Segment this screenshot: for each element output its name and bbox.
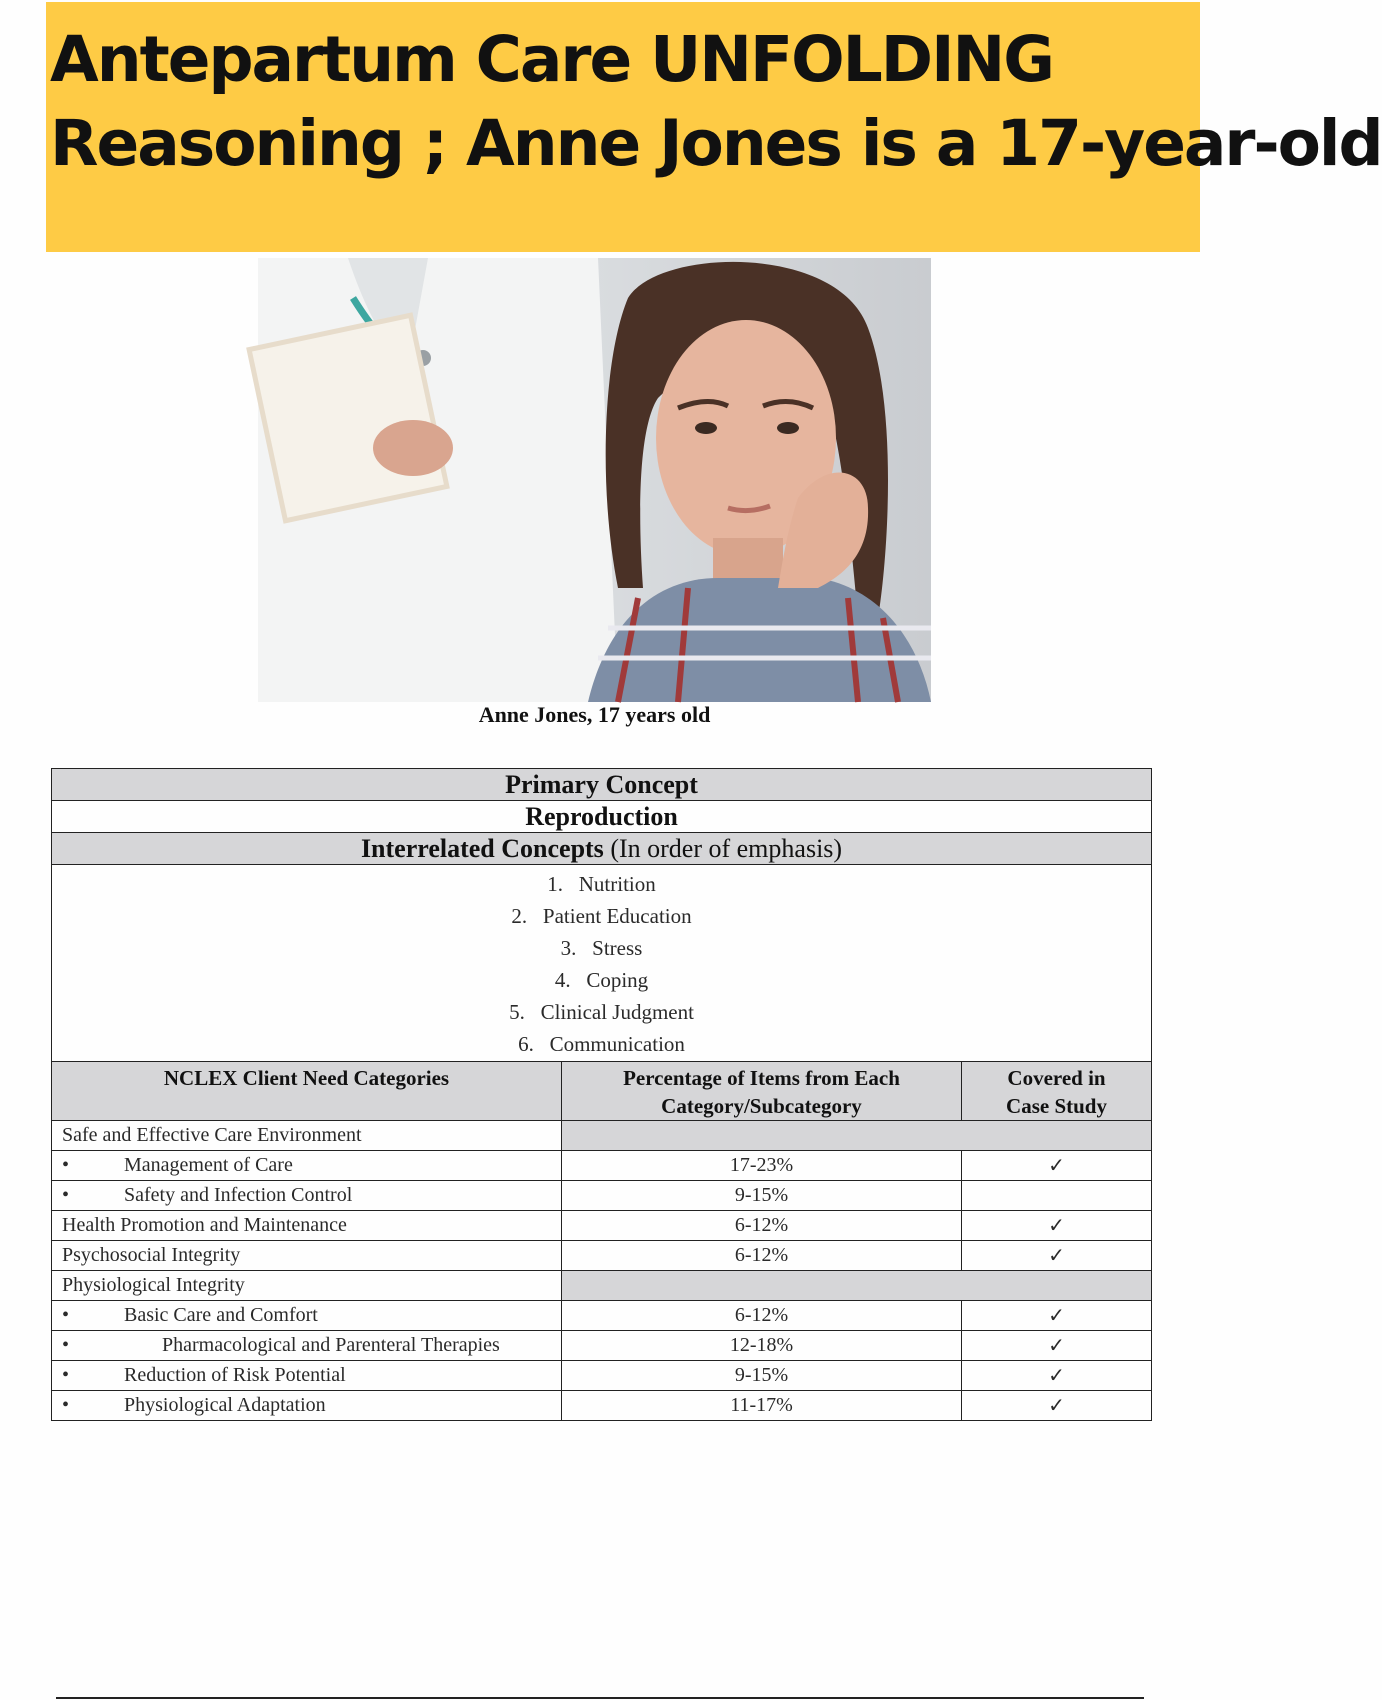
row-percentage: 6-12% <box>562 1241 962 1271</box>
row-percentage: 9-15% <box>562 1361 962 1391</box>
row-category: Physiological Integrity <box>52 1271 562 1301</box>
row-percentage: 9-15% <box>562 1181 962 1211</box>
row-category: Safe and Effective Care Environment <box>52 1121 562 1151</box>
row-category: Psychosocial Integrity <box>52 1241 562 1271</box>
row-label: Basic Care and Comfort <box>124 1304 318 1326</box>
title-line-2: Reasoning ; Anne Jones is a 17-year-old <box>50 107 1382 180</box>
table-row <box>52 1301 1152 1331</box>
footer-rule <box>56 1697 1144 1699</box>
list-item: 2. Patient Education <box>511 904 692 928</box>
title-banner <box>46 2 1382 252</box>
checkmark-icon: ✓ <box>962 1331 1152 1361</box>
list-item: 5. Clinical Judgment <box>509 1000 694 1024</box>
row-category <box>52 1301 562 1331</box>
row-label: Pharmacological and Parenteral Therapies <box>162 1334 500 1356</box>
table-row <box>52 1391 1152 1421</box>
checkmark-icon: ✓ <box>962 1151 1152 1181</box>
interrelated-note: (In order of emphasis) <box>610 833 843 863</box>
checkmark-icon: ✓ <box>962 1391 1152 1421</box>
page-title <box>50 18 1382 186</box>
primary-concept-header: Primary Concept <box>52 769 1152 801</box>
interrelated-concepts-header <box>52 833 1152 865</box>
photo-caption: Anne Jones, 17 years old <box>478 702 711 727</box>
col-header-covered-line2: Case Study <box>1006 1094 1107 1118</box>
table-row <box>52 1181 1152 1211</box>
checkmark-icon: ✓ <box>962 1211 1152 1241</box>
row-percentage: 11-17% <box>562 1391 962 1421</box>
checkmark-icon: ✓ <box>962 1361 1152 1391</box>
row-percentage: 12-18% <box>562 1331 962 1361</box>
list-item: 3. Stress <box>560 936 643 960</box>
row-category: Health Promotion and Maintenance <box>52 1211 562 1241</box>
checkmark-icon: ✓ <box>962 1301 1152 1331</box>
table-row <box>52 1331 1152 1361</box>
table-row <box>52 1241 1152 1271</box>
row-section-fill <box>562 1271 1152 1301</box>
list-item: 4. Coping <box>554 968 649 992</box>
row-category <box>52 1181 562 1211</box>
table-row <box>52 1361 1152 1391</box>
table-row <box>52 1121 1152 1151</box>
title-line-1: Antepartum Care UNFOLDING <box>50 23 1053 96</box>
bullet-icon: • <box>62 1334 70 1356</box>
patient-photo <box>258 258 931 702</box>
row-percentage: 17-23% <box>562 1151 962 1181</box>
primary-concept-value: Reproduction <box>52 801 1152 833</box>
row-label: Safety and Infection Control <box>124 1184 353 1206</box>
row-category <box>52 1151 562 1181</box>
list-item: 1. Nutrition <box>547 872 656 896</box>
bullet-icon: • <box>62 1394 70 1416</box>
col-header-percentage-line2: Category/Subcategory <box>661 1094 862 1118</box>
row-label: Reduction of Risk Potential <box>124 1364 346 1386</box>
list-item: 6. Communication <box>518 1032 685 1056</box>
row-section-fill <box>562 1121 1152 1151</box>
row-category <box>52 1331 562 1361</box>
table-row <box>52 1271 1152 1301</box>
col-header-percentage-line1: Percentage of Items from Each <box>623 1066 900 1090</box>
table-row <box>52 1151 1152 1181</box>
row-percentage: 6-12% <box>562 1211 962 1241</box>
bullet-icon: • <box>62 1364 70 1386</box>
row-percentage: 6-12% <box>562 1301 962 1331</box>
col-header-category: NCLEX Client Need Categories <box>52 1062 562 1121</box>
col-header-covered-line1: Covered in <box>1007 1066 1106 1090</box>
bullet-icon: • <box>62 1184 70 1206</box>
row-label: Physiological Adaptation <box>124 1394 326 1416</box>
row-label: Management of Care <box>124 1154 293 1176</box>
row-category <box>52 1391 562 1421</box>
col-header-percentage <box>562 1062 962 1121</box>
row-category <box>52 1361 562 1391</box>
table-row <box>52 1211 1152 1241</box>
checkmark-icon <box>962 1181 1152 1211</box>
bullet-icon: • <box>62 1154 70 1176</box>
bullet-icon: • <box>62 1304 70 1326</box>
col-header-covered <box>962 1062 1152 1121</box>
interrelated-label: Interrelated Concepts <box>360 833 604 863</box>
concept-list <box>52 865 1152 1062</box>
concept-table <box>51 768 1152 1421</box>
checkmark-icon: ✓ <box>962 1241 1152 1271</box>
